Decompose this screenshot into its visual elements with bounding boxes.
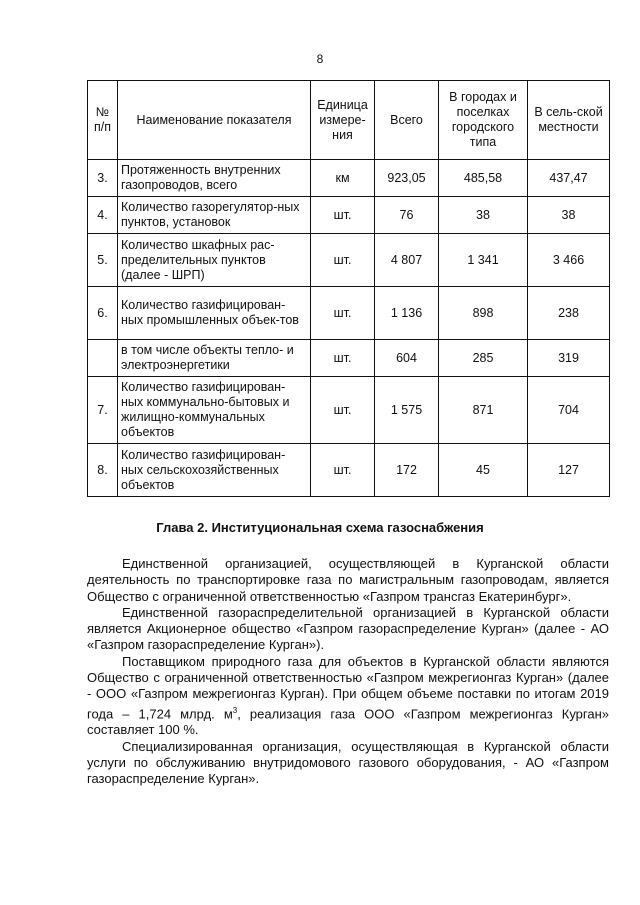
header-total: Всего [375, 81, 439, 160]
row-rural: 437,47 [528, 160, 610, 197]
row-total: 172 [375, 444, 439, 497]
row-urban: 38 [439, 197, 528, 234]
table-row [88, 377, 610, 444]
row-rural: 127 [528, 444, 610, 497]
row-rural: 238 [528, 287, 610, 340]
row-urban: 898 [439, 287, 528, 340]
header-name: Наименование показателя [118, 81, 311, 160]
row-name: Количество газифицирован-ных коммунально-бытовых и жилищно-коммунальных объектов [118, 377, 311, 444]
row-num: 3. [88, 160, 118, 197]
row-num: 6. [88, 287, 118, 340]
row-total: 604 [375, 340, 439, 377]
row-urban: 871 [439, 377, 528, 444]
row-rural: 319 [528, 340, 610, 377]
row-unit: шт. [311, 234, 375, 287]
row-name: Количество газорегулятор-ных пунктов, установок [118, 197, 311, 234]
row-name: Количество шкафных рас-пределительных пунктов (далее - ШРП) [118, 234, 311, 287]
table-row [88, 197, 610, 234]
table-row [88, 340, 610, 377]
row-rural: 704 [528, 377, 610, 444]
row-urban: 285 [439, 340, 528, 377]
row-name: в том числе объекты тепло- и электроэнергетики [118, 340, 311, 377]
table-row [88, 160, 610, 197]
supplier-text-end: , реализация газа ООО «Газпром межрегионгаз Курган» составляет 100 %. [87, 706, 610, 738]
body-text [87, 556, 609, 787]
header-urban: В городах и поселках городского типа [439, 81, 528, 160]
row-num: 8. [88, 444, 118, 497]
row-total: 923,05 [375, 160, 439, 197]
row-urban: 1 341 [439, 234, 528, 287]
table-header-row [88, 81, 610, 160]
row-total: 4 807 [375, 234, 439, 287]
cubic-superscript: 3 [232, 705, 238, 715]
row-name: Количество газифицирован-ных промышленных объек-тов [118, 287, 311, 340]
paragraph-distribution: Единственной газораспределительной организацией в Курганской области является Акционерное общество «Газпром газораспределение Курган» (далее - АО «Газпром газораспределение Курган»). [87, 604, 609, 653]
page-number: 8 [316, 52, 324, 66]
supplier-text-start: Поставщиком природного газа для объектов в Курганской области являются Общество с ограниченной ответственностью «Газпром межрегионгаз Курган» (далее - ООО «Газпром межрегионгаз Курган). При общем объеме поставки по итогам 2019 года – 1,724 млрд. м [87, 653, 609, 721]
header-unit: Единица измере-ния [311, 81, 375, 160]
row-urban: 45 [439, 444, 528, 497]
row-unit: шт. [311, 197, 375, 234]
table-row [88, 444, 610, 497]
row-num: 4. [88, 197, 118, 234]
table-row [88, 287, 610, 340]
row-unit: шт. [311, 340, 375, 377]
table-row [88, 234, 610, 287]
row-total: 76 [375, 197, 439, 234]
row-rural: 3 466 [528, 234, 610, 287]
header-num: № п/п [88, 81, 118, 160]
row-num: 5. [88, 234, 118, 287]
row-num [88, 340, 118, 377]
chapter-title: Глава 2. Институциональная схема газоснабжения [156, 520, 484, 535]
paragraph-supplier [87, 654, 609, 739]
row-total: 1 136 [375, 287, 439, 340]
row-name: Протяженность внутренних газопроводов, всего [118, 160, 311, 197]
row-unit: км [311, 160, 375, 197]
header-rural: В сель-ской местности [528, 81, 610, 160]
row-total: 1 575 [375, 377, 439, 444]
row-unit: шт. [311, 377, 375, 444]
paragraph-transport: Единственной организацией, осуществляющей в Курганской области деятельность по транспортировке газа по магистральным газопроводам, является Общество с ограниченной ответственностью «Газпром трансгаз Екатеринбург». [87, 556, 609, 604]
row-unit: шт. [311, 287, 375, 340]
row-unit: шт. [311, 444, 375, 497]
paragraph-maintenance: Специализированная организация, осуществляющая в Курганской области услуги по обслуживанию внутридомового газового оборудования, - АО «Газпром газораспределение Курган». [87, 738, 609, 787]
row-name: Количество газифицирован-ных сельскохозяйственных объектов [118, 444, 311, 497]
row-rural: 38 [528, 197, 610, 234]
gas-indicators-table [87, 80, 610, 497]
row-urban: 485,58 [439, 160, 528, 197]
row-num: 7. [88, 377, 118, 444]
